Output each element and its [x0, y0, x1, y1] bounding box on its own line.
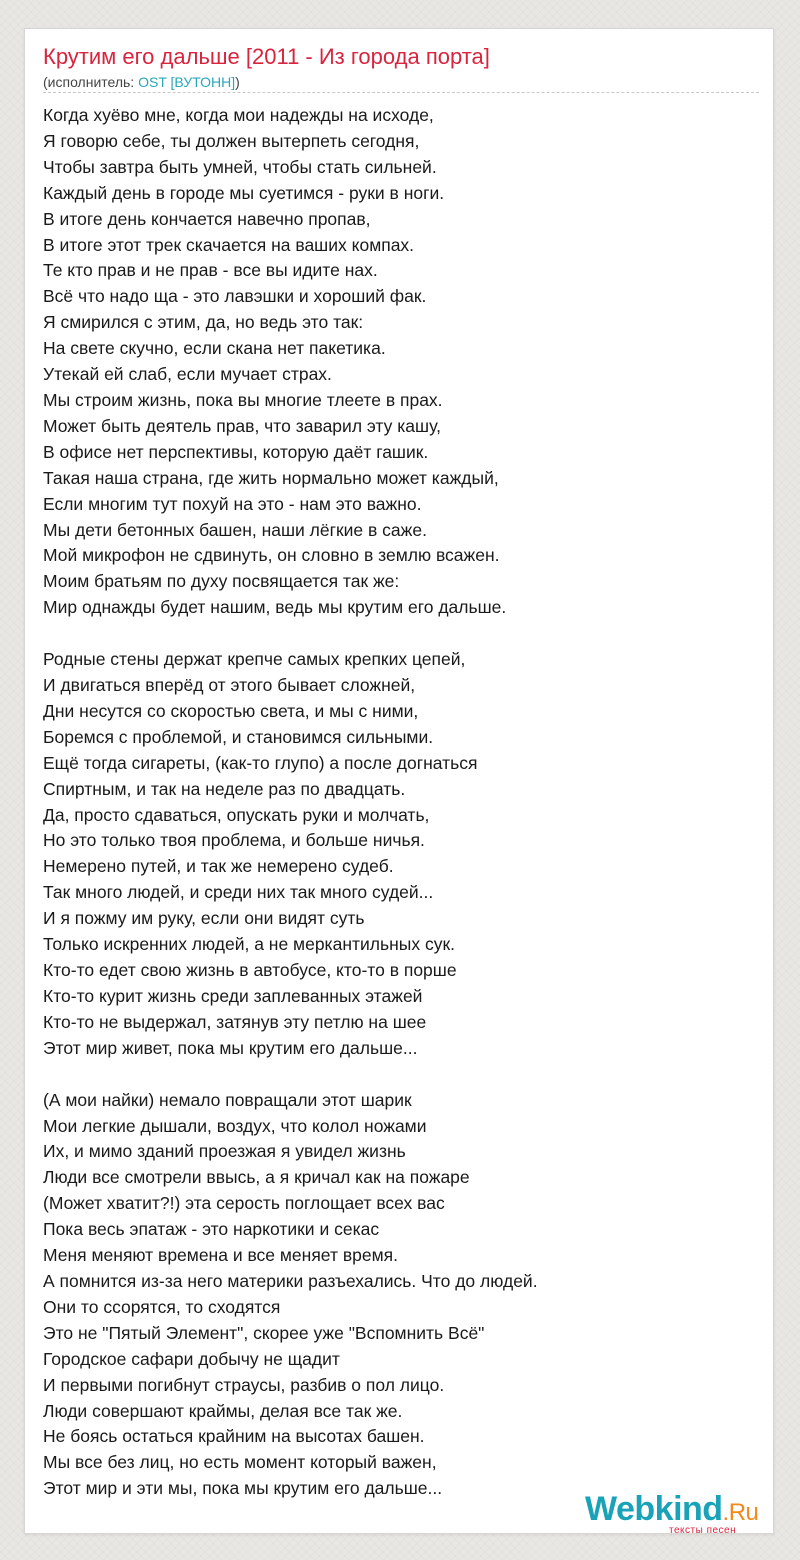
- lyric-line: Кто-то едет свою жизнь в автобусе, кто-то в порше: [43, 960, 457, 980]
- lyric-line: Этот мир и эти мы, пока мы крутим его дальше...: [43, 1478, 443, 1499]
- song-title: Крутим его дальше [2011 - Из города порта]: [43, 44, 490, 69]
- header-divider: [43, 92, 759, 93]
- lyric-line: Люди все смотрели ввысь, а я кричал как на пожаре: [43, 1167, 470, 1188]
- lyrics-body: [43, 103, 763, 1528]
- lyric-line: Боремся с проблемой, и становимся сильными.: [43, 726, 434, 747]
- lyric-line: Не боясь остаться крайним на высотах башен.: [43, 1426, 425, 1447]
- lyric-line: Меня меняют времена и все меняет время.: [43, 1245, 398, 1266]
- lyric-line: Утекай ей слаб, если мучает страх.: [43, 364, 332, 385]
- webkind-logo[interactable]: [585, 1489, 775, 1535]
- lyric-line: Ещё тогда сигареты, (как-то глупо) а после догнаться: [43, 752, 478, 773]
- artist-suffix: ): [235, 74, 240, 90]
- lyric-line: Кто-то курит жизнь среди заплеванных этажей: [43, 985, 423, 1006]
- lyric-line: (Может хватит?!) эта серость поглощает всех вас: [43, 1193, 445, 1214]
- lyric-line: В офисе нет перспективы, которую даёт гашик.: [43, 441, 429, 462]
- lyric-line: Кто-то не выдержал, затянув эту петлю на шее: [43, 1011, 427, 1032]
- lyric-line: Мои легкие дышали, воздух, что колол ножами: [43, 1115, 427, 1136]
- lyric-line: На свете скучно, если скана нет пакетика.: [43, 338, 386, 359]
- lyric-line: И двигаться вперёд от этого бывает сложней,: [43, 675, 416, 696]
- lyric-line: Так много людей, и среди них так много судей...: [43, 882, 434, 903]
- lyric-line: Только искренних людей, а не меркантильных сук.: [43, 934, 455, 955]
- lyric-line: Каждый день в городе мы суетимся - руки в ноги.: [43, 182, 445, 203]
- lyric-line: В итоге этот трек скачается на ваших компах.: [43, 234, 415, 255]
- logo-tagline: тексты песен: [669, 1525, 737, 1536]
- lyric-line: Но это только твоя проблема, и больше ничья.: [43, 830, 425, 851]
- logo-ru-text: .Ru: [722, 1499, 759, 1526]
- artist-line: [43, 73, 240, 91]
- lyric-line: Они то ссорятся, то сходятся: [43, 1296, 281, 1317]
- lyric-line: Этот мир живет, пока мы крутим его дальше...: [43, 1037, 418, 1058]
- lyric-line: Если многим тут похуй на это - нам это важно.: [43, 493, 422, 514]
- lyric-line: Когда хуёво мне, когда мои надежды на исходе,: [43, 105, 434, 125]
- lyric-line: Мир однажды будет нашим, ведь мы крутим его дальше.: [43, 597, 507, 618]
- lyric-line: Такая наша страна, где жить нормально может каждый,: [43, 467, 499, 488]
- lyrics-stanza: [43, 647, 763, 1062]
- artist-link[interactable]: OST [ВУТОНН]: [138, 74, 236, 90]
- lyric-line: Это не "Пятый Элемент", скорее уже "Вспомнить Всё": [43, 1322, 485, 1343]
- lyric-line: Я говорю себе, ты должен вытерпеть сегодня,: [43, 130, 420, 151]
- lyric-line: Пока весь эпатаж - это наркотики и секас: [43, 1219, 380, 1240]
- lyric-line: Мы строим жизнь, пока вы многие тлеете в прах.: [43, 389, 443, 410]
- lyric-line: Мой микрофон не сдвинуть, он словно в землю всажен.: [43, 545, 500, 566]
- lyric-line: Мы дети бетонных башен, наши лёгкие в саже.: [43, 519, 427, 540]
- lyric-line: Моим братьям по духу посвящается так же:: [43, 571, 400, 592]
- lyric-line: Дни несутся со скоростью света, и мы с ними,: [43, 700, 419, 721]
- lyric-line: И я пожму им руку, если они видят суть: [43, 908, 365, 929]
- lyric-line: Те кто прав и не прав - все вы идите нах.: [43, 260, 378, 281]
- lyric-line: Немерено путей, и так же немерено судеб.: [43, 856, 394, 877]
- lyric-line: Может быть деятель прав, что заварил эту кашу,: [43, 415, 441, 436]
- lyric-line: Их, и мимо зданий проезжая я увидел жизнь: [43, 1141, 406, 1162]
- lyric-line: Люди совершают краймы, делая все так же.: [43, 1400, 403, 1421]
- lyrics-card: [24, 28, 774, 1534]
- lyric-line: Мы все без лиц, но есть момент который важен,: [43, 1452, 437, 1473]
- logo-main-text: Webkind: [585, 1490, 723, 1528]
- lyric-line: Всё что надо ща - это лавэшки и хороший фак.: [43, 286, 427, 307]
- lyric-line: В итоге день кончается навечно пропав,: [43, 208, 371, 229]
- lyric-line: Я смирился с этим, да, но ведь это так:: [43, 312, 364, 333]
- lyric-line: Спиртным, и так на неделе раз по двадцать.: [43, 778, 406, 799]
- lyric-line: Да, просто сдаваться, опускать руки и молчать,: [43, 804, 430, 825]
- lyric-line: А помнится из-за него материки разъехались. Что до людей.: [43, 1270, 538, 1291]
- lyric-line: Городское сафари добычу не щадит: [43, 1348, 340, 1369]
- lyrics-stanza: [43, 103, 763, 621]
- lyric-line: И первыми погибнут страусы, разбив о пол лицо.: [43, 1374, 445, 1395]
- lyric-line: (А мои найки) немало повращали этот шарик: [43, 1089, 412, 1110]
- lyric-line: Родные стены держат крепче самых крепких цепей,: [43, 649, 466, 670]
- artist-prefix: (исполнитель:: [43, 74, 139, 90]
- lyric-line: Чтобы завтра быть умней, чтобы стать сильней.: [43, 156, 437, 177]
- lyrics-stanza: [43, 1088, 763, 1503]
